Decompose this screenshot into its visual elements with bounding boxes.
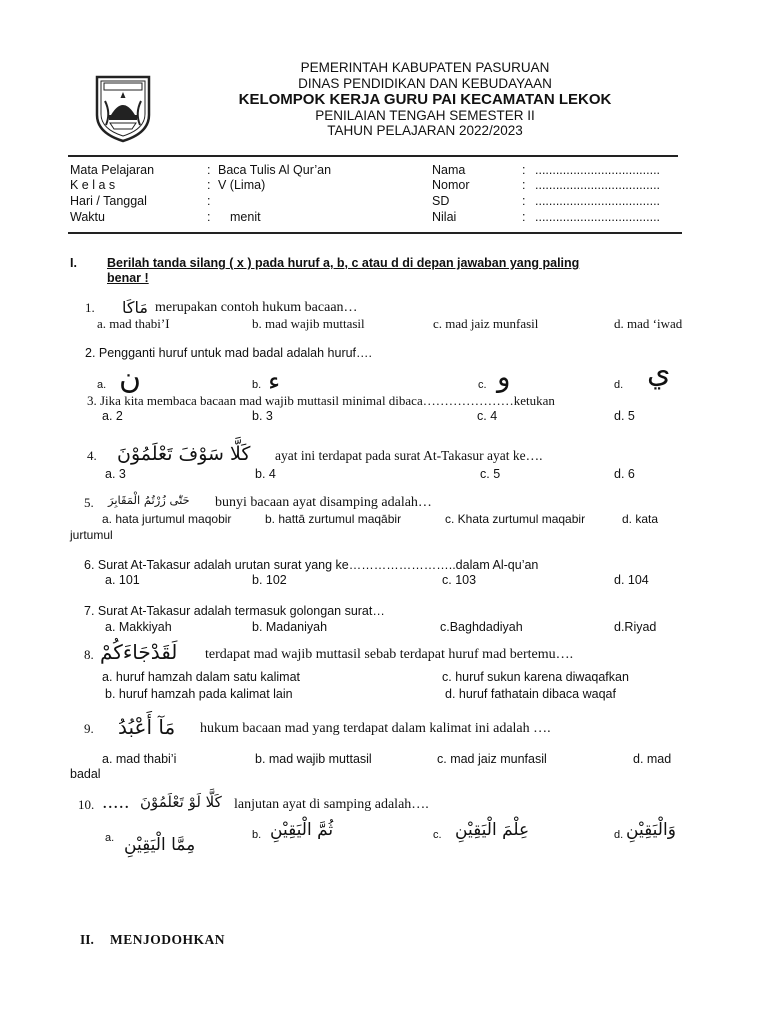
q5-option-d: d. kata [622,512,659,526]
header-line-2: DINAS PENDIDIKAN DAN KEBUDAYAAN [298,76,552,91]
q1-number: 1. [85,300,95,315]
header-line-5: TAHUN PELAJARAN 2022/2023 [327,123,523,138]
q9-option-d-continuation: badal [70,767,101,781]
q1-stem: merupakan contoh hukum bacaan… [155,300,358,315]
pasuruan-logo [92,73,154,143]
q10-option-a-arabic: مِمَّا الْيَقِيْنِ [124,835,196,855]
q8-option-c: c. huruf sukun karena diwaqafkan [442,670,629,684]
q2-option-c-label: c. [478,379,487,391]
q9-option-b: b. mad wajib muttasil [255,752,372,766]
q2-stem: 2. Pengganti huruf untuk mad badal adalah huruf…. [85,346,373,360]
q10-prefix: ..... [103,797,131,812]
q2-option-a-arabic: ن [119,361,142,396]
q8-option-b: b. huruf hamzah pada kalimat lain [105,687,293,701]
q5-stem: bunyi bacaan ayat disamping adalah… [215,495,432,510]
class-label: K e l a s [70,178,116,192]
q8-arabic: لَقَدْجَاءَكُمْ [100,640,178,664]
q1-option-d: d. mad ‘iwad [614,316,683,331]
number-value: .................................... [535,178,661,192]
q8-stem: terdapat mad wajib muttasil sebab terdapat huruf mad bertemu…. [205,647,574,662]
school-value: .................................... [535,194,661,208]
name-colon: : [522,163,526,177]
q7-option-c: c.Baghdadiyah [440,620,523,634]
q9-arabic: مَآ أَعْبُدُ [118,715,176,739]
section1-number: I. [70,256,77,270]
date-colon: : [207,194,211,208]
q5-option-d-continuation: jurtumul [70,528,113,542]
q7-option-a: a. Makkiyah [105,620,172,634]
q8-option-a: a. huruf hamzah dalam satu kalimat [102,670,301,684]
name-value: .................................... [535,163,661,177]
q10-stem: lanjutan ayat di samping adalah…. [234,797,429,812]
q10-option-a-label: a. [105,832,115,844]
q5-option-a: a. hata jurtumul maqobir [102,512,232,526]
q3-option-d: d. 5 [614,409,635,423]
q1-option-b: b. mad wajib muttasil [252,316,365,331]
time-value: menit [230,210,261,224]
q9-option-c: c. mad jaiz munfasil [437,752,547,766]
q4-number: 4. [87,448,97,463]
q2-option-b-arabic: ء [268,367,281,397]
date-label: Hari / Tanggal [70,194,147,208]
q5-option-b: b. hattā zurtumul maqābir [265,512,402,526]
q10-number: 10. [78,797,95,812]
q4-option-d: d. 6 [614,467,635,481]
q10-option-b-label: b. [252,829,262,841]
time-label: Waktu [70,210,105,224]
q10-option-c-label: c. [433,829,442,841]
q4-option-a: a. 3 [105,467,126,481]
section1-instruction-line2: benar ! [107,271,149,285]
q2-option-b-label: b. [252,379,262,391]
name-label: Nama [432,163,466,177]
q8-number: 8. [84,647,94,662]
q5-number: 5. [84,495,94,510]
q7-option-b: b. Madaniyah [252,620,328,634]
q3-stem: 3. Jika kita membaca bacaan mad wajib muttasil minimal dibaca…………………ketukan [87,393,555,408]
q3-option-a: a. 2 [102,409,123,423]
q9-number: 9. [84,721,94,736]
q3-option-b: b. 3 [252,409,273,423]
q10-option-d-label: d. [614,829,624,841]
q10-option-b-arabic: ثُمَّ الْيَقِيْنِ [270,820,334,840]
q5-arabic: حَتّٰى زُرْتُمُ الْمَقَابِرَ [108,493,190,507]
q3-option-c: c. 4 [477,409,498,423]
q1-option-a: a. mad thabi’I [97,316,170,331]
subject-colon: : [207,163,211,177]
header-line-4: PENILAIAN TENGAH SEMESTER II [315,108,535,123]
q7-option-d: d.Riyad [614,620,657,634]
header-divider [68,155,678,157]
score-value: .................................... [535,210,661,224]
q10-option-d-arabic: وَالْيَقِيْنِ [626,820,676,840]
section2-number: II. [80,932,94,947]
class-value: V (Lima) [218,178,266,192]
identity-divider [68,232,682,234]
q1-option-c: c. mad jaiz munfasil [433,316,539,331]
q6-stem: 6. Surat At-Takasur adalah urutan surat yang ke……………………..dalam Al-qu’an [84,558,539,572]
q2-option-a-label: a. [97,379,107,391]
q9-option-d: d. mad [633,752,672,766]
q4-option-b: b. 4 [255,467,276,481]
subject-value: Baca Tulis Al Qur’an [218,163,332,177]
score-colon: : [522,210,526,224]
q4-stem: ayat ini terdapat pada surat At-Takasur ayat ke…. [275,448,543,463]
q4-option-c: c. 5 [480,467,501,481]
q2-option-d-label: d. [614,379,624,391]
header-line-3: KELOMPOK KERJA GURU PAI KECAMATAN LEKOK [238,91,612,108]
q6-option-d: d. 104 [614,573,649,587]
q10-arabic: كَلَّا لَوْ تَعْلَمُوْنَ [140,793,222,811]
q6-option-b: b. 102 [252,573,287,587]
q6-option-c: c. 103 [442,573,477,587]
school-label: SD [432,194,450,208]
score-label: Nilai [432,210,457,224]
number-label: Nomor [432,178,470,192]
q1-arabic: مَاكَا [122,298,148,317]
q2-option-c-arabic: و [497,360,511,393]
q6-option-a: a. 101 [105,573,140,587]
section1-instruction-line1: Berilah tanda silang ( x ) pada huruf a, b, c atau d di depan jawaban yang paling [107,256,580,270]
q7-stem: 7. Surat At-Takasur adalah termasuk golongan surat… [84,604,385,618]
q2-option-d-arabic: ي [647,355,671,390]
q9-stem: hukum bacaan mad yang terdapat dalam kalimat ini adalah …. [200,721,551,736]
subject-label: Mata Pelajaran [70,163,155,177]
school-colon: : [522,194,526,208]
q9-option-a: a. mad thabi’i [102,752,177,766]
section2-title: MENJODOHKAN [110,932,225,947]
q4-arabic: كَلَّا سَوْفَ تَعْلَمُوْنَ [117,443,251,465]
q5-option-c: c. Khata zurtumul maqabir [445,512,586,526]
class-colon: : [207,178,211,192]
q8-option-d: d. huruf fathatain dibaca waqaf [445,687,616,701]
number-colon: : [522,178,526,192]
header-line-1: PEMERINTAH KABUPATEN PASURUAN [300,60,550,75]
time-colon: : [207,210,211,224]
q10-option-c-arabic: عِلْمَ الْيَقِيْنِ [455,820,530,840]
